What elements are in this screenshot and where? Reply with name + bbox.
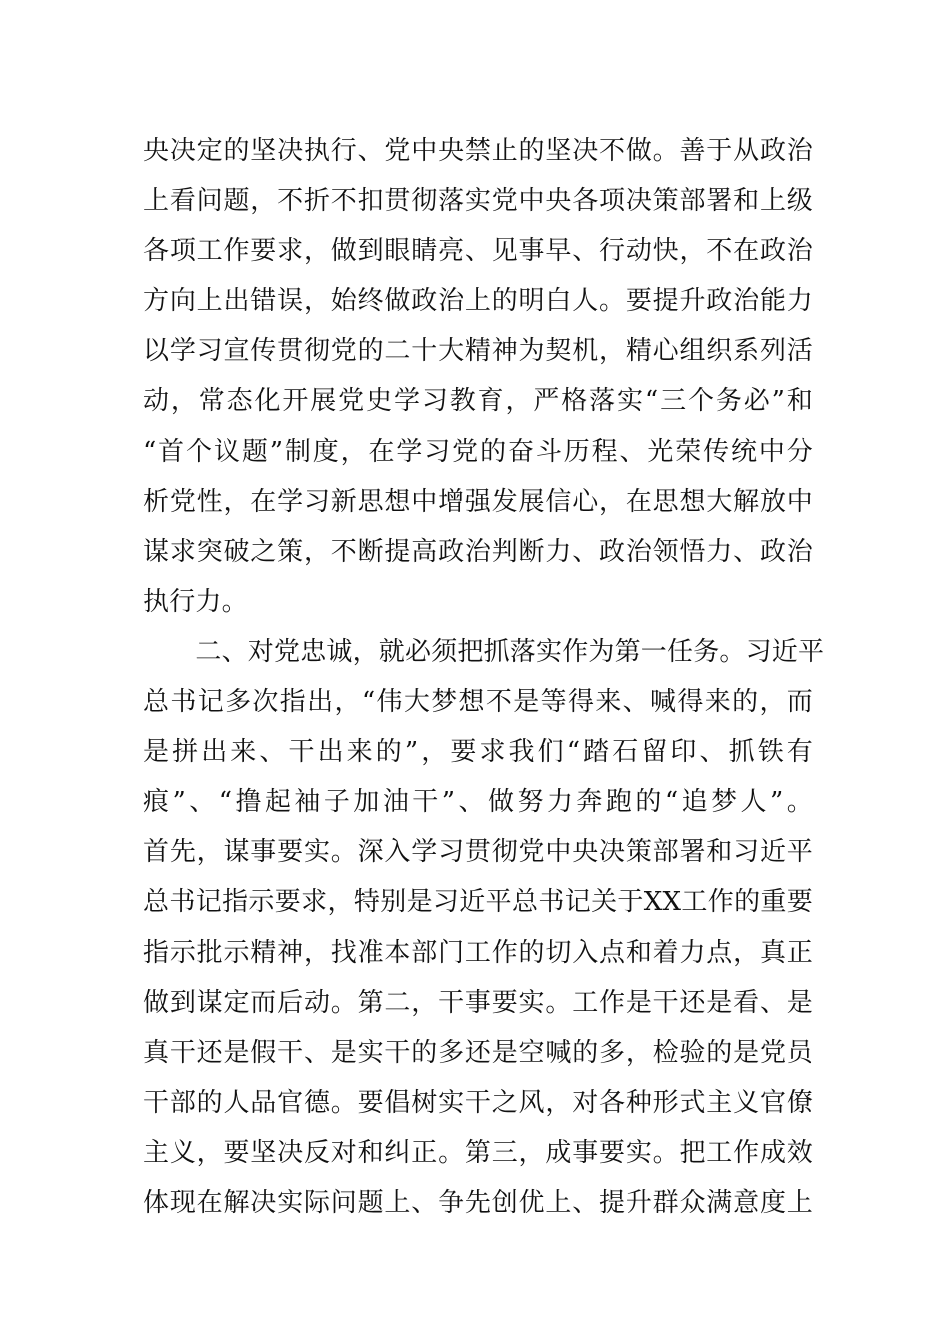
text-line-10: 执行力。	[143, 586, 248, 617]
text-line-16: 总书记指示要求，特别是习近平总书记关于XX工作的重要	[143, 887, 813, 918]
text-line-13: 是拼出来、干出来的”，要求我们“踏石留印、抓铁有	[143, 737, 813, 768]
text-line-5: 以学习宣传贯彻党的二十大精神为契机，精心组织系列活	[143, 336, 813, 367]
text-line-22: 体现在解决实际问题上、争先创优上、提升群众满意度上	[143, 1187, 813, 1218]
body-text	[143, 126, 825, 1228]
text-line-3: 各项工作要求，做到眼睛亮、见事早、行动快，不在政治	[143, 236, 813, 267]
text-line-7: “首个议题”制度，在学习党的奋斗历程、光荣传统中分	[143, 436, 813, 467]
text-line-11: 二、对党忠诚，就必须把抓落实作为第一任务。习近平	[143, 636, 825, 667]
text-line-9: 谋求突破之策，不断提高政治判断力、政治领悟力、政治	[143, 536, 813, 567]
text-line-18: 做到谋定而后动。第二，干事要实。工作是干还是看、是	[143, 987, 813, 1018]
text-line-6: 动，常态化开展党史学习教育，严格落实“三个务必”和	[143, 386, 813, 417]
text-line-1: 央决定的坚决执行、党中央禁止的坚决不做。善于从政治	[143, 136, 813, 166]
text-line-20: 干部的人品官德。要倡树实干之风，对各种形式主义官僚	[143, 1087, 813, 1118]
text-line-14: 痕”、“撸起袖子加油干”、做努力奔跑的“追梦人”。	[143, 787, 813, 818]
text-line-21: 主义，要坚决反对和纠正。第三，成事要实。把工作成效	[143, 1137, 813, 1168]
text-line-4: 方向上出错误，始终做政治上的明白人。要提升政治能力	[143, 286, 813, 317]
text-line-17: 指示批示精神，找准本部门工作的切入点和着力点，真正	[143, 937, 813, 968]
text-line-8: 析党性，在学习新思想中增强发展信心，在思想大解放中	[143, 486, 813, 517]
text-line-12: 总书记多次指出，“伟大梦想不是等得来、喊得来的，而	[143, 687, 813, 718]
text-line-15: 首先，谋事要实。深入学习贯彻党中央决策部署和习近平	[143, 837, 813, 868]
text-line-2: 上看问题，不折不扣贯彻落实党中央各项决策部署和上级	[143, 186, 813, 217]
text-line-19: 真干还是假干、是实干的多还是空喊的多，检验的是党员	[143, 1037, 813, 1068]
